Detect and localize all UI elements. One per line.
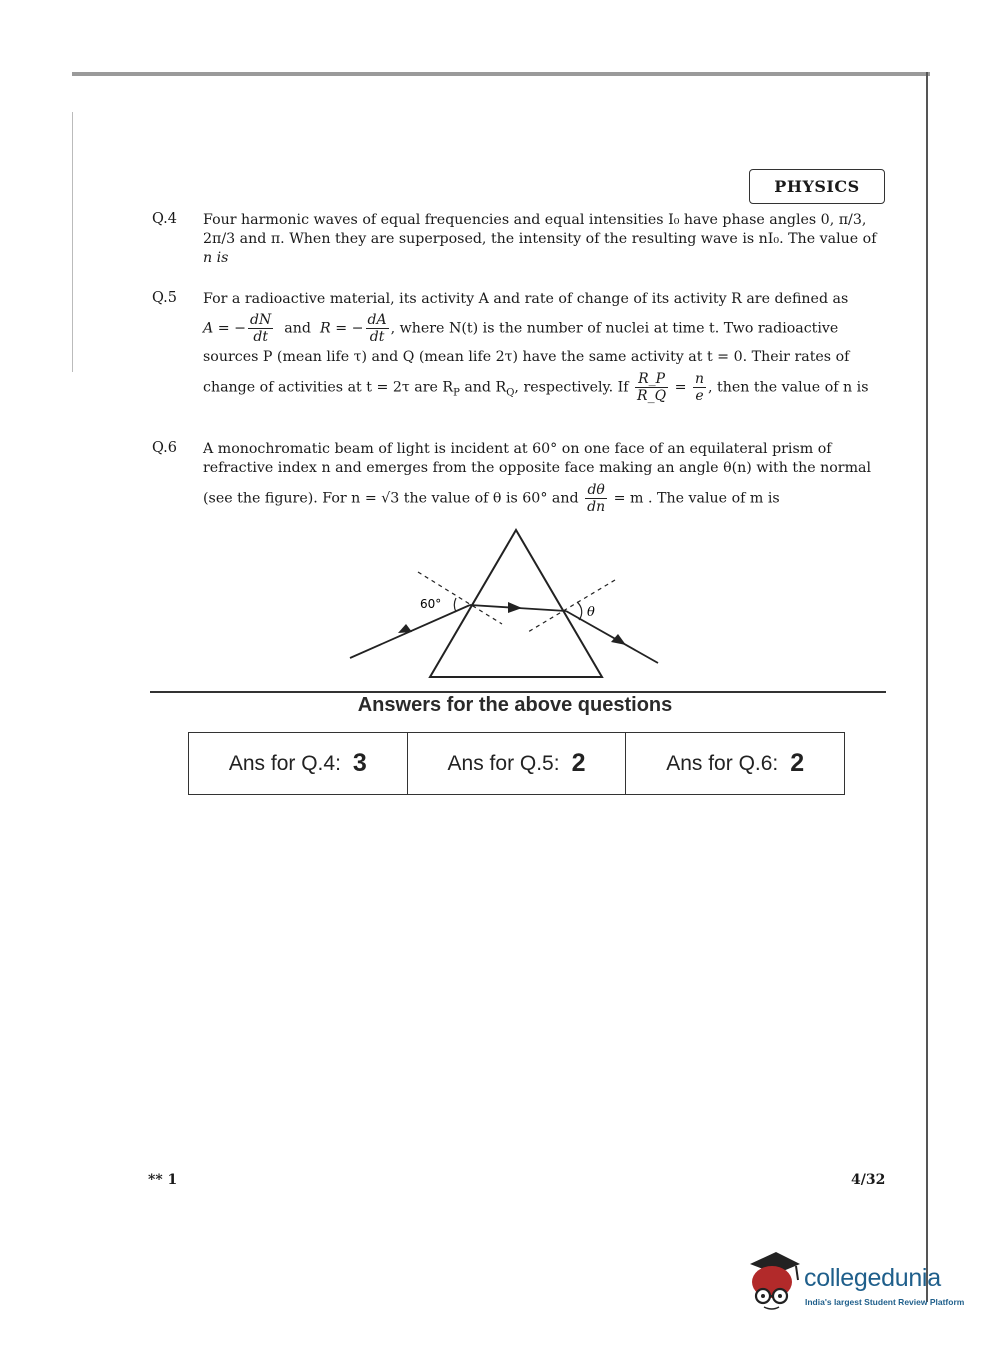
answers-heading: Answers for the above questions <box>357 694 673 716</box>
answers-separator <box>150 691 886 693</box>
emergent-angle-label: θ <box>587 605 595 620</box>
q4-line-2: 2π/3 and π. When they are superposed, the intensity of the resulting wave is nI₀. The value of <box>203 231 877 247</box>
page-right-border <box>926 72 928 1302</box>
answer-label: Ans for Q.6: <box>666 751 779 775</box>
answer-value: 2 <box>790 749 805 777</box>
q6-line-2: refractive index n and emerges from the opposite face making an angle θ(n) with the normal <box>203 460 872 476</box>
footer-code: ** 1 <box>148 1172 178 1188</box>
fraction-n-e: $\frac{n}{e}$ <box>694 371 705 404</box>
answer-cell-q6 <box>626 733 844 794</box>
prism-figure <box>330 520 670 685</box>
fraction-dN-dt: $\frac{dN}{dt}$ <box>250 312 272 345</box>
q5-line-2: A = − $\frac{dN}{dt}$ and R = − $\frac{dA}{dt}$ , where N(t) is the number of nuclei at time t. Two radioactive <box>203 312 839 345</box>
q6-line-3: (see the figure). For n = √3 the value of θ is 60° and $\frac{d\theta}{dn}$ = m . The value of m is <box>203 482 780 515</box>
logo-name: collegedunia <box>804 1264 941 1292</box>
question-text-q6 <box>203 440 885 515</box>
incident-angle-label: 60° <box>420 597 442 611</box>
subject-label: PHYSICS <box>749 169 885 204</box>
logo-tagline: India's largest Student Review Platform <box>805 1297 965 1307</box>
question-number-q4: Q.4 <box>152 211 177 227</box>
fraction-dA-dt: $\frac{dA}{dt}$ <box>367 312 387 345</box>
prism-triangle <box>430 530 602 677</box>
q5-line-3: sources P (mean life τ) and Q (mean life 2τ) have the same activity at t = 0. Their rates of <box>203 349 850 365</box>
rate-definition: R = − <box>320 320 364 337</box>
q6-line-1: A monochromatic beam of light is incident at 60° on one face of an equilateral prism of <box>203 441 832 457</box>
collegedunia-logo[interactable] <box>742 1250 972 1312</box>
incident-angle-arc <box>454 598 456 612</box>
answer-value: 2 <box>571 749 586 777</box>
q4-line-3: n is <box>203 250 229 266</box>
activity-definition: A = − <box>203 320 247 337</box>
refracted-arrowhead <box>508 602 522 613</box>
incident-arrowhead <box>398 624 412 633</box>
question-text-q4 <box>203 211 885 268</box>
mascot-icon <box>742 1250 802 1312</box>
emergent-arrowhead <box>611 634 626 645</box>
answer-cell-q5 <box>408 733 627 794</box>
answer-label: Ans for Q.4: <box>228 751 341 775</box>
question-number-q6: Q.6 <box>152 440 177 456</box>
q5-line-4: change of activities at t = 2τ are $R_P$ and $R_Q$, respectively. If $\frac{R\_P}{R\_Q}$ = $\frac{n}{e}$ , then the value of n is <box>203 371 869 404</box>
page-top-border <box>72 72 930 76</box>
fraction-dtheta-dn: $\frac{d\theta}{dn}$ <box>587 482 606 515</box>
question-number-q5: Q.5 <box>152 290 177 306</box>
answer-value: 3 <box>352 749 367 777</box>
q4-line-1: Four harmonic waves of equal frequencies and equal intensities I₀ have phase angles 0, π/3, <box>203 212 867 228</box>
answer-label: Ans for Q.5: <box>447 751 560 775</box>
q5-line-1: For a radioactive material, its activity A and rate of change of its activity R are defined as <box>203 291 849 307</box>
question-text-q5 <box>203 290 885 404</box>
page-number: 4/32 <box>851 1172 886 1188</box>
answers-table <box>188 732 845 795</box>
answer-cell-q4 <box>189 733 408 794</box>
fraction-RP-RQ: $\frac{R\_P}{R\_Q}$ <box>637 371 667 404</box>
page-left-border <box>72 112 73 372</box>
